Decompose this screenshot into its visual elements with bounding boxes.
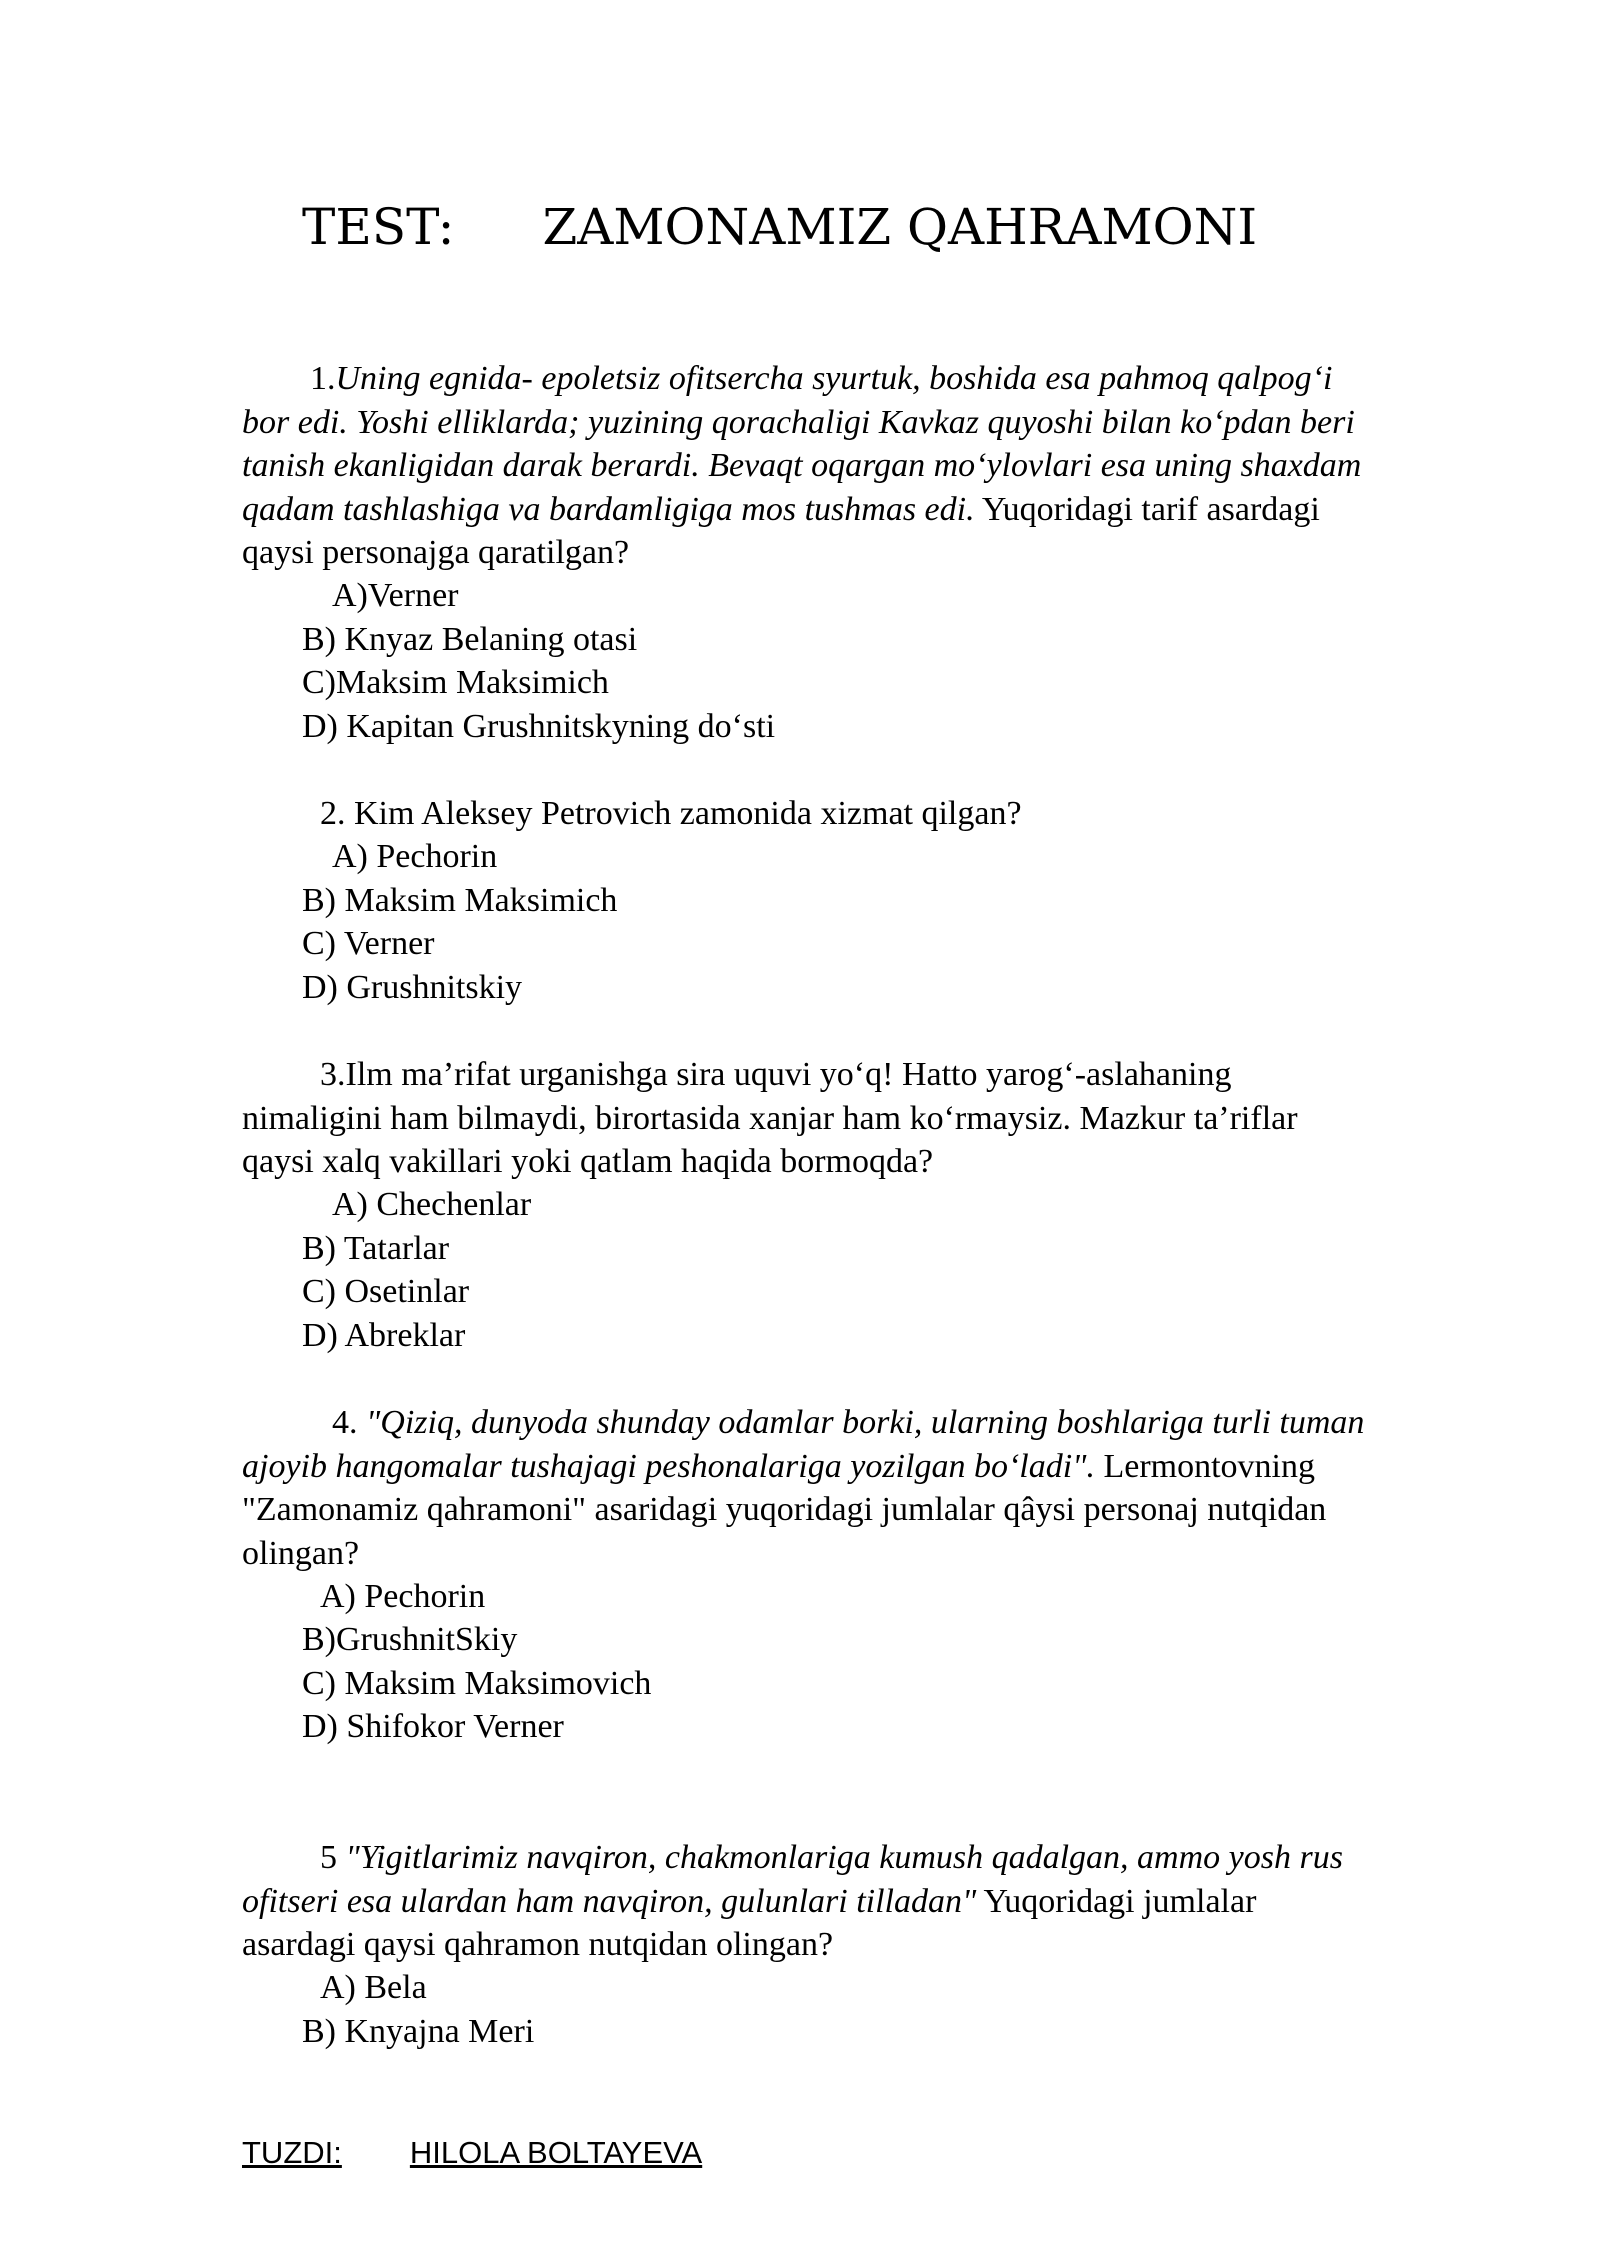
answer-option-d[interactable]: D) Grushnitskiy bbox=[302, 969, 523, 1006]
question-number: 5 bbox=[320, 1839, 337, 1876]
question-text: Yuqoridagi jumlalar asardagi qaysi qahramon nutqidan olingan? bbox=[242, 1882, 1257, 1963]
answer-option-b[interactable]: B) Tatarlar bbox=[302, 1230, 450, 1267]
answer-option-c[interactable]: C) Verner bbox=[302, 925, 435, 962]
question-number: 1. bbox=[310, 360, 336, 397]
answer-option-d[interactable]: D) Shifokor Verner bbox=[302, 1708, 564, 1745]
question-4 bbox=[242, 1401, 1372, 1575]
answer-option-a[interactable]: A) Pechorin bbox=[320, 1578, 486, 1615]
question-2 bbox=[320, 792, 1022, 836]
question-quote: "Yigitlarimiz navqiron, chakmonlariga kumush qadalgan, ammo yosh rus ofitseri esa ulardan ham navqiron, gulunlari tilladan" bbox=[242, 1839, 1343, 1920]
question-quote: "Qiziq, dunyoda shunday odamlar borki, ularning boshlariga turli tuman ajoyib hangomalar tushajagi peshonalariga yozilgan bo‘ladi". bbox=[242, 1404, 1365, 1485]
answer-option-d[interactable]: D) Kapitan Grushnitskyning do‘sti bbox=[302, 708, 776, 745]
question-text: Yuqoridagi tarif asardagi qaysi personajga qaratilgan? bbox=[242, 490, 1320, 571]
question-quote: Uning egnida- epoletsiz ofitsercha syurtuk, boshida esa pahmoq qalpog‘i bor edi. Yoshi elliklarda; yuzining qorachaligi Kavkaz quyoshi bilan ko‘pdan beri tanish ekanligidan darak berardi. Bevaqt oqargan mo‘ylovlari esa uning shaxdam qadam tashlashiga va bardamligiga mos tushmas edi. bbox=[242, 360, 1362, 528]
question-5 bbox=[242, 1836, 1372, 1967]
question-number: 4. bbox=[332, 1404, 358, 1441]
question-number: 2. bbox=[320, 795, 346, 832]
question-text: Lermontovning "Zamonamiz qahramoni" asaridagi yuqoridagi jumlalar qâysi personaj nutqidan olingan? bbox=[242, 1447, 1327, 1572]
answer-option-a[interactable]: A) Pechorin bbox=[332, 838, 498, 875]
answer-option-b[interactable]: B)GrushnitSkiy bbox=[302, 1621, 518, 1658]
answer-option-b[interactable]: B) Knyaz Belaning otasi bbox=[302, 621, 638, 658]
question-number: 3. bbox=[320, 1056, 346, 1093]
title-text: ZAMONAMIZ QAHRAMONI bbox=[542, 198, 1258, 256]
answer-option-b[interactable]: B) Maksim Maksimich bbox=[302, 882, 618, 919]
answer-option-a[interactable]: A)Verner bbox=[332, 577, 459, 614]
answer-option-a[interactable]: A) Bela bbox=[320, 1969, 427, 2006]
title-label: TEST: bbox=[302, 198, 455, 256]
question-3 bbox=[242, 1053, 1372, 1184]
question-text: Kim Aleksey Petrovich zamonida xizmat qilgan? bbox=[345, 795, 1022, 832]
author-name: HILOLA BOLTAYEVA bbox=[409, 2135, 703, 2170]
page-title bbox=[302, 198, 1257, 256]
answer-option-c[interactable]: C)Maksim Maksimich bbox=[302, 664, 609, 701]
answer-option-d[interactable]: D) Abreklar bbox=[302, 1317, 466, 1354]
author-label: TUZDI: bbox=[242, 2135, 342, 2170]
answer-option-c[interactable]: C) Osetinlar bbox=[302, 1273, 470, 1310]
answer-option-a[interactable]: A) Chechenlar bbox=[332, 1186, 532, 1223]
answer-option-c[interactable]: C) Maksim Maksimovich bbox=[302, 1665, 652, 1702]
question-text: Ilm ma’rifat urganishga sira uquvi yo‘q! Hatto yarog‘-aslahaning nimaligini ham bilmaydi, birortasida xanjar ham ko‘rmaysiz. Mazkur ta’riflar qaysi xalq vakillari yoki qatlam haqida bormoqda? bbox=[242, 1056, 1298, 1180]
author-line bbox=[242, 2135, 702, 2171]
answer-option-b[interactable]: B) Knyajna Meri bbox=[302, 2013, 535, 2050]
question-1 bbox=[242, 357, 1372, 575]
